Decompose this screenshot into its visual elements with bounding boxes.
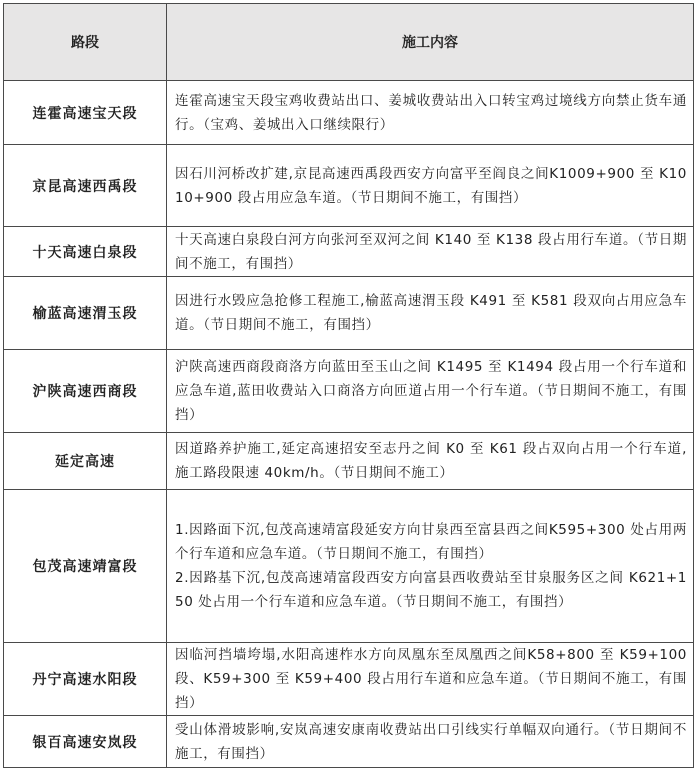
table-row [4, 350, 694, 433]
table-row [4, 490, 694, 643]
content-item: 因道路养护施工,延定高速招安至志丹之间 K0 至 K61 段占双向占用一个行车道,施工路段限速 40km/h。（节日期间不施工） [175, 441, 687, 481]
row-segment: 榆蓝高速渭玉段 [4, 277, 167, 350]
row-segment: 包茂高速靖富段 [4, 490, 167, 643]
row-content [167, 81, 694, 145]
row-content [167, 277, 694, 350]
table-row [4, 716, 694, 768]
table-row [4, 145, 694, 227]
header-segment: 路段 [4, 4, 167, 81]
header-content: 施工内容 [167, 4, 694, 81]
row-segment: 沪陕高速西商段 [4, 350, 167, 433]
content-item: 连霍高速宝天段宝鸡收费站出口、姜城收费站出入口转宝鸡过境线方向禁止货车通行。（宝鸡、姜城出入口继续限行） [175, 92, 687, 133]
row-content [167, 350, 694, 433]
table-row [4, 643, 694, 716]
row-segment: 丹宁高速水阳段 [4, 643, 167, 716]
table-row [4, 433, 694, 490]
table-row [4, 277, 694, 350]
row-segment: 银百高速安岚段 [4, 716, 167, 768]
content-item: 十天高速白泉段白河方向张河至双河之间 K140 至 K138 段占用行车道。（节日期间不施工，有围挡） [175, 231, 687, 272]
row-segment: 京昆高速西禹段 [4, 145, 167, 227]
content-item: 1.因路面下沉,包茂高速靖富段延安方向甘泉西至富县西之间K595+300 处占用两个行车道和应急车道。（节日期间不施工，有围挡） [175, 522, 687, 562]
row-content [167, 643, 694, 716]
table-row [4, 81, 694, 145]
row-segment: 连霍高速宝天段 [4, 81, 167, 145]
row-content [167, 716, 694, 768]
row-segment: 延定高速 [4, 433, 167, 490]
content-item: 沪陕高速西商段商洛方向蓝田至玉山之间 K1495 至 K1494 段占用一个行车道和应急车道,蓝田收费站入口商洛方向匝道占用一个行车道。（节日期间不施工，有围挡） [175, 359, 687, 423]
content-item: 因进行水毁应急抢修工程施工,榆蓝高速渭玉段 K491 至 K581 段双向占用应急车道。（节日期间不施工，有围挡） [175, 293, 687, 333]
row-content [167, 433, 694, 490]
content-item: 因临河挡墙垮塌,水阳高速柞水方向凤凰东至凤凰西之间K58+800 至 K59+100 段、K59+300 至 K59+400 段占用行车道和应急车道。（节日期间不施工，有围挡） [175, 647, 687, 711]
row-segment: 十天高速白泉段 [4, 227, 167, 277]
row-content [167, 145, 694, 227]
row-content [167, 490, 694, 643]
content-item: 受山体滑坡影响,安岚高速安康南收费站出口引线实行单幅双向通行。（节日期间不施工，有围挡） [175, 721, 687, 762]
construction-table [3, 3, 694, 768]
table-row [4, 227, 694, 277]
table-header-row [4, 4, 694, 81]
row-content [167, 227, 694, 277]
content-item: 因石川河桥改扩建,京昆高速西禹段西安方向富平至阎良之间K1009+900 至 K1010+900 段占用应急车道。（节日期间不施工，有围挡） [175, 165, 687, 206]
content-item: 2.因路基下沉,包茂高速靖富段西安方向富县西收费站至甘泉服务区之间 K621+150 处占用一个行车道和应急车道。（节日期间不施工，有围挡） [175, 570, 687, 610]
